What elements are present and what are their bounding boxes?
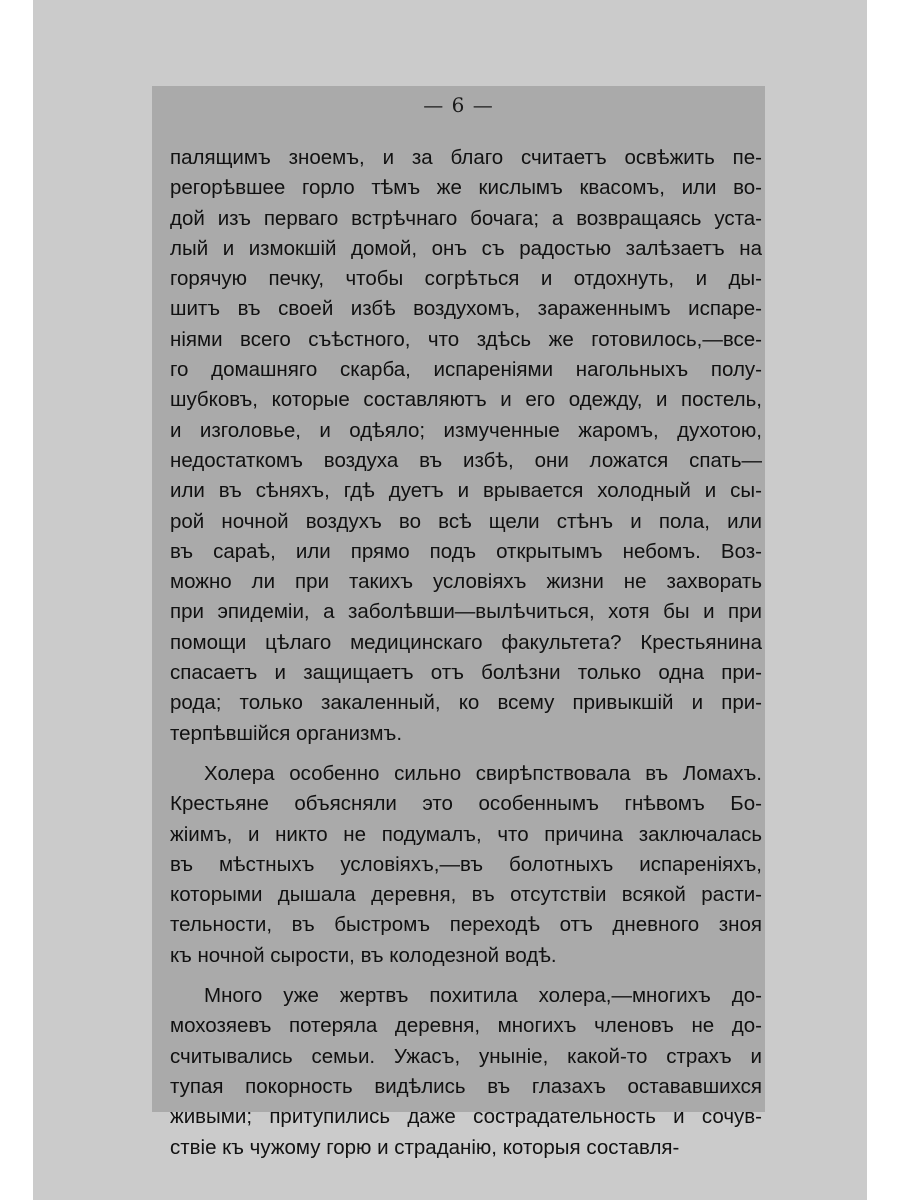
text-line: рода; только закаленный, ко всему привыкшій и при- [170, 691, 762, 715]
text-line: Крестьяне объясняли это особеннымъ гнѣвомъ Бо- [170, 792, 762, 816]
paragraph-gap [170, 749, 762, 759]
text-line: и изголовье, и одѣяло; измученные жаромъ, духотою, [170, 418, 762, 442]
text-line: жіимъ, и никто не подумалъ, что причина заключалась [170, 822, 762, 846]
text-line: палящимъ зноемъ, и за благо считаетъ освѣжить пе- [170, 146, 762, 169]
paragraph [170, 759, 762, 971]
paragraph-gap [170, 971, 762, 981]
text-line: шубковъ, которые составляютъ и его одежду, и постель, [170, 388, 762, 412]
text-line: въ сараѣ, или прямо подъ открытымъ небомъ. Воз- [170, 539, 762, 563]
text-line: при эпидеміи, а заболѣвши—вылѣчиться, хотя бы и при [170, 600, 762, 624]
paragraph [170, 981, 762, 1163]
text-line: Много уже жертвъ похитила холера,—многихъ до- [204, 984, 762, 1008]
text-line: ствіе къ чужому горю и страданію, которыя составля- [170, 1135, 680, 1159]
text-line: мохозяевъ потеряла деревня, многихъ членовъ не до- [170, 1014, 762, 1038]
text-line: Холера особенно сильно свирѣпствовала въ Ломахъ. [204, 761, 762, 785]
text-line: терпѣвшійся организмъ. [170, 721, 403, 745]
text-line: считывались семьи. Ужасъ, уныніе, какой-то страхъ и [170, 1044, 762, 1068]
book-page [152, 86, 765, 1159]
text-line: спасаетъ и защищаетъ отъ болѣзни только одна при- [170, 661, 762, 685]
text-line: или въ сѣняхъ, гдѣ дуетъ и врывается холодный и сы- [170, 479, 762, 503]
text-line: помощи цѣлаго медицинскаго факультета? Крестьянина [170, 630, 762, 654]
text-line: которыми дышала деревня, въ отсутствіи всякой расти- [170, 883, 762, 907]
text-line: тупая покорность видѣлись въ глазахъ остававшихся [170, 1074, 762, 1098]
text-line: тельности, въ быстромъ переходѣ отъ дневного зноя [170, 913, 762, 937]
text-line: рой ночной воздухъ во всѣ щели стѣнъ и пола, или [170, 509, 762, 533]
text-line: лый и измокшій домой, онъ съ радостью залѣзаетъ на [170, 236, 762, 260]
text-line: можно ли при такихъ условіяхъ жизни не захворать [170, 570, 762, 594]
text-line: шитъ въ своей избѣ воздухомъ, зараженнымъ испаре- [170, 297, 762, 321]
text-line: недостаткомъ воздуха въ избѣ, они ложатся спать— [170, 448, 762, 472]
text-line: горячую печку, чтобы согрѣться и отдохнуть, и ды- [170, 267, 762, 291]
text-line: живыми; притупились даже сострадательность и сочув- [170, 1105, 762, 1129]
text-line: регорѣвшее горло тѣмъ же кислымъ квасомъ, или во- [170, 176, 762, 200]
page-body-text [170, 143, 762, 1163]
text-line: го домашняго скарба, испареніями нагольныхъ полу- [170, 358, 762, 382]
page-number: — 6 — [423, 93, 494, 117]
text-line: дой изъ перваго встрѣчнаго бочага; а возвращаясь уста- [170, 206, 762, 230]
text-line: ніями всего съѣстного, что здѣсь же готовилось,—все- [170, 327, 762, 351]
paragraph [170, 143, 762, 749]
text-line: къ ночной сырости, въ колодезной водѣ. [170, 943, 557, 967]
text-line: въ мѣстныхъ условіяхъ,—въ болотныхъ испареніяхъ, [170, 852, 762, 876]
